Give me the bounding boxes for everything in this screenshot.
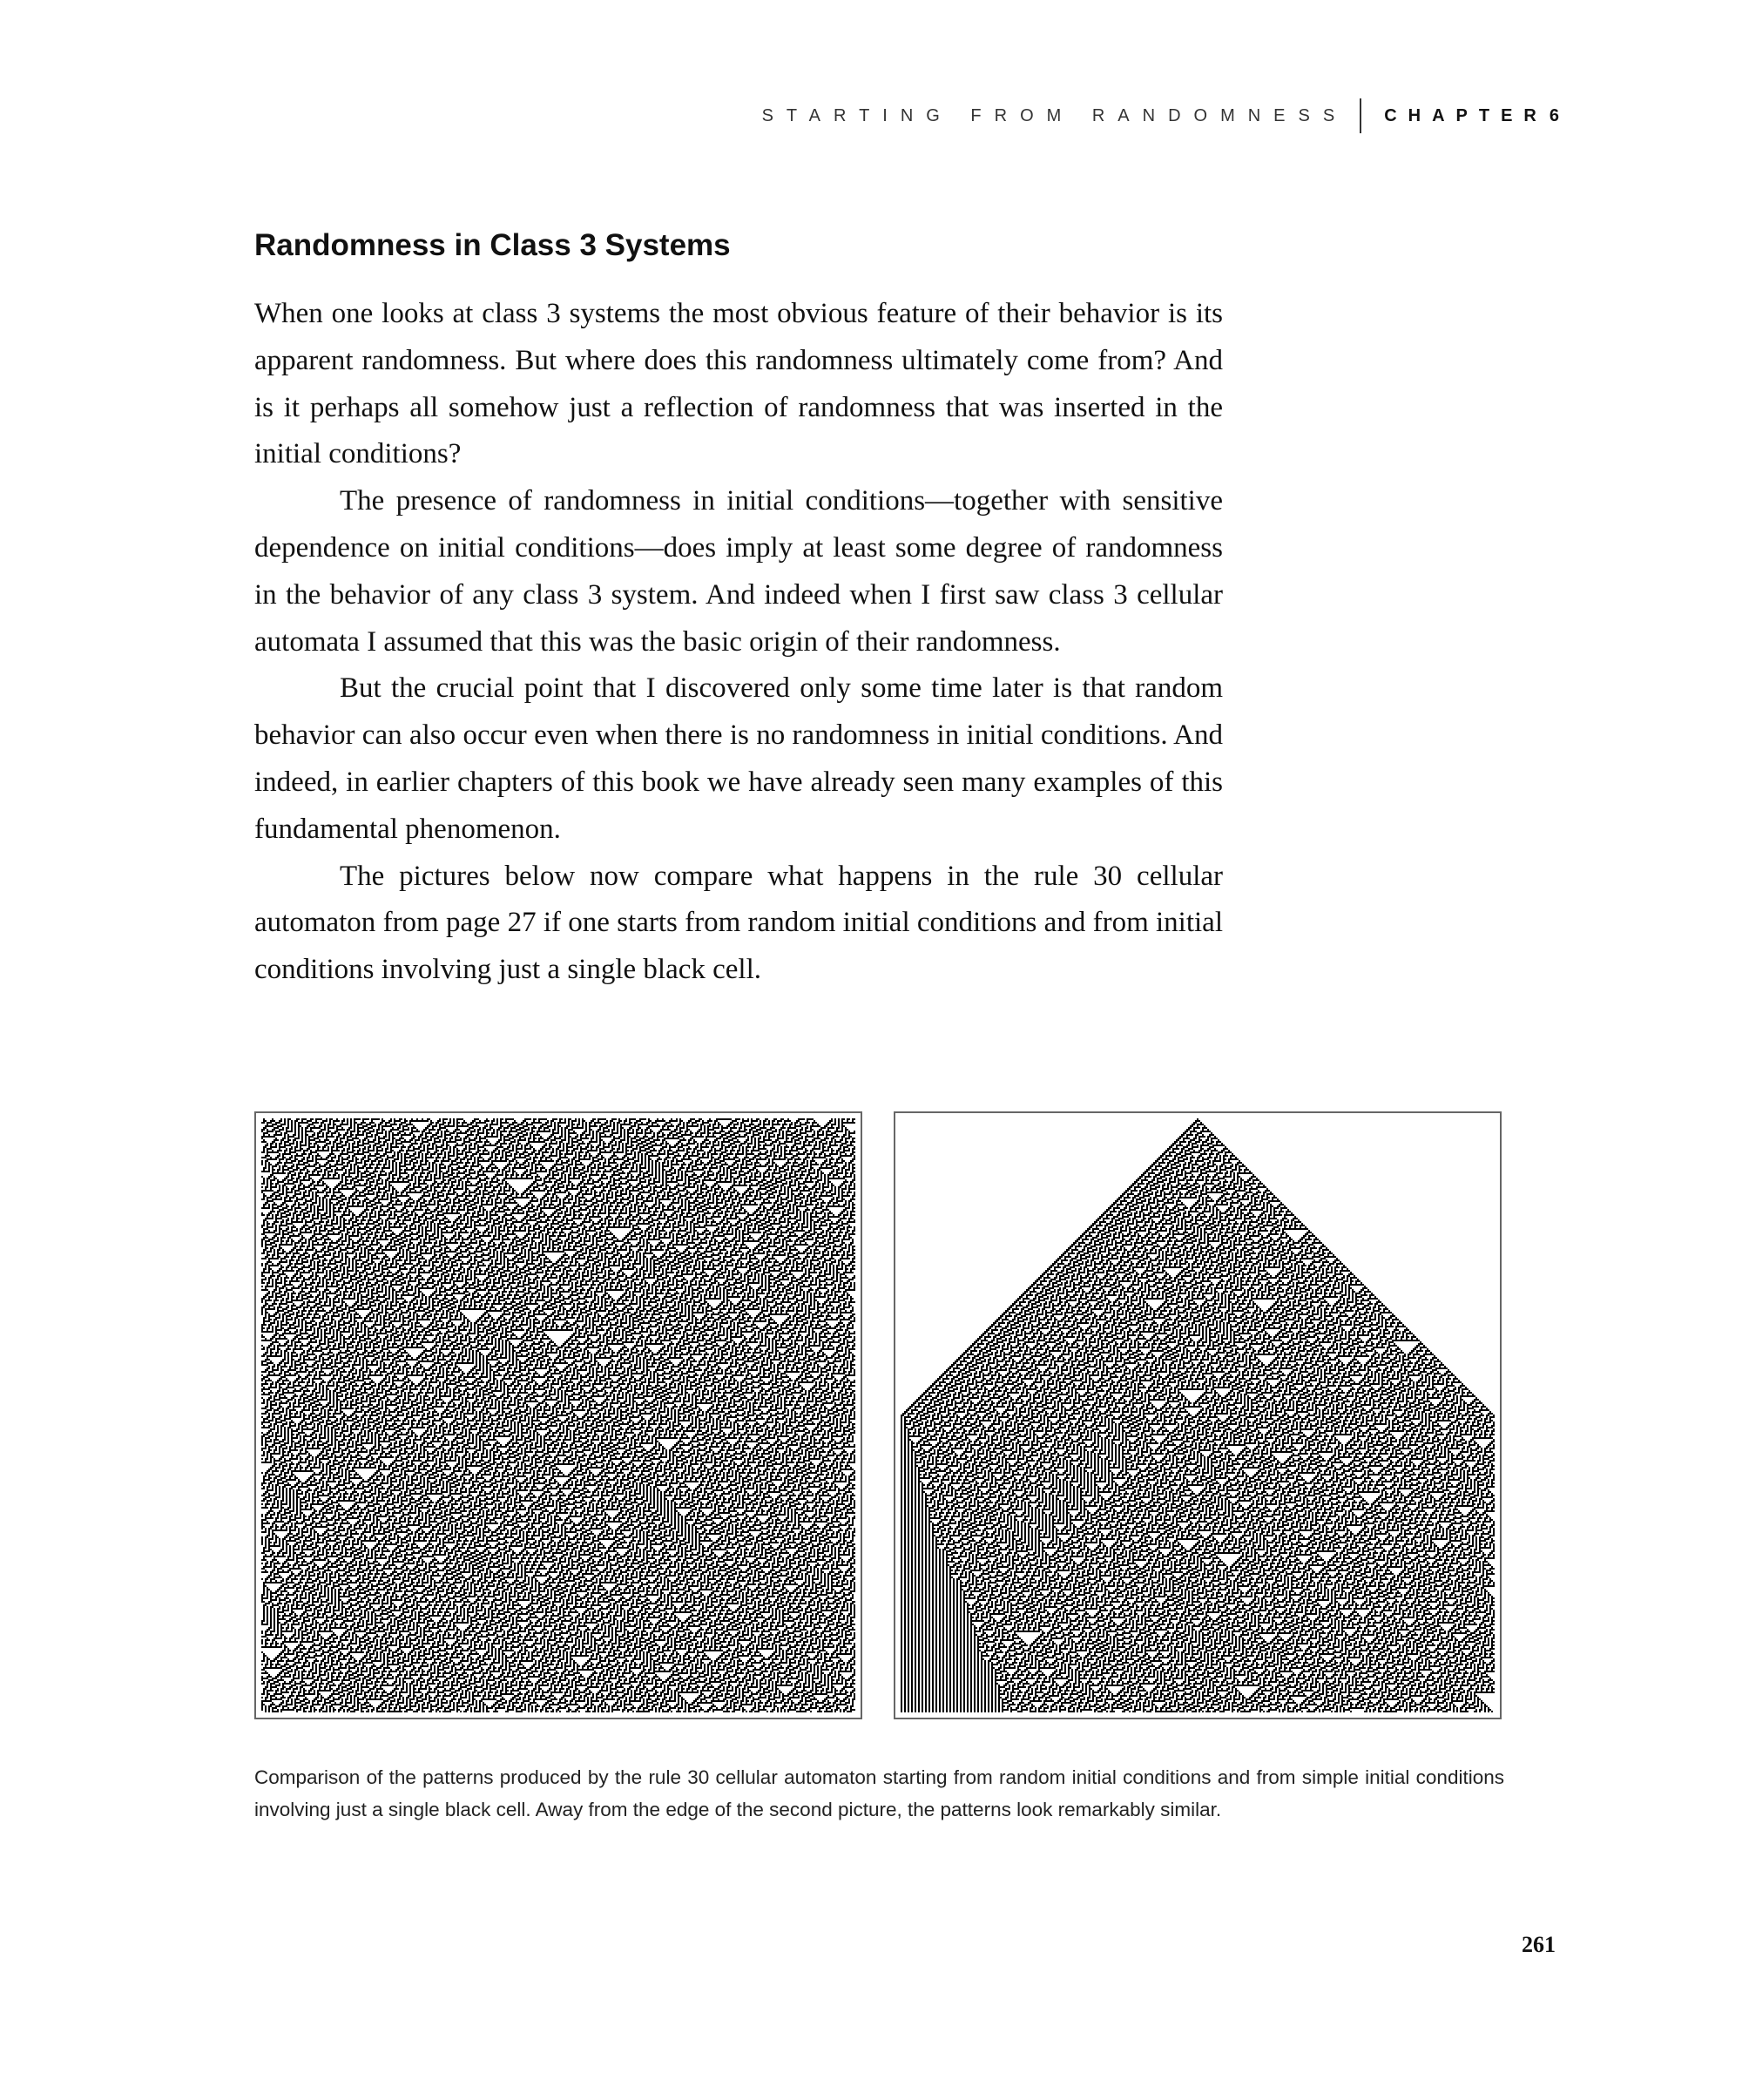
running-header-section: STARTING FROM RANDOMNESS bbox=[761, 105, 1348, 125]
running-header bbox=[762, 98, 1559, 134]
rule30-single-cell-pattern bbox=[901, 1118, 1495, 1712]
paragraph-4: The pictures below now compare what happens in the rule 30 cellular automaton from page 27 if one starts from random initial conditions and from initial conditions involving just a single black cell. bbox=[254, 860, 1223, 986]
paragraph-1: When one looks at class 3 systems the most obvious feature of their behavior is its apparent randomness. But where does this randomness ultimately come from? And is it perhaps all somehow just a reflection of randomness that was inserted in the initial conditions? bbox=[254, 298, 1223, 470]
paragraph-3: But the crucial point that I discovered only some time later is that random behavior can also occur even when there is no randomness in initial conditions. And indeed, in earlier chapters of this book we have already seen many examples of this fundamental phenomenon. bbox=[254, 672, 1223, 845]
running-header-chapter-number: 6 bbox=[1549, 105, 1559, 125]
figure-single-cell-initial-condition bbox=[894, 1111, 1502, 1719]
running-header-chapter: CHAPTER bbox=[1384, 105, 1548, 125]
page-number: 261 bbox=[1522, 1932, 1556, 1957]
figure-caption: Comparison of the patterns produced by the rule 30 cellular automaton starting from random initial conditions and from simple initial conditions involving just a single black cell. Away from the edge of the second picture, the patterns look remarkably similar. bbox=[254, 1766, 1504, 1820]
body-text bbox=[254, 291, 1223, 994]
figure-random-initial-conditions bbox=[254, 1111, 862, 1719]
rule30-random-pattern bbox=[261, 1118, 855, 1712]
running-header-divider bbox=[1360, 98, 1361, 133]
paragraph-2: The presence of randomness in initial conditions—together with sensitive dependence on initial conditions—does imply at least some degree of randomness in the behavior of any class 3 system. And indeed when I first saw class 3 cellular automata I assumed that this was the basic origin of their randomness. bbox=[254, 485, 1223, 658]
section-title: Randomness in Class 3 Systems bbox=[254, 228, 731, 262]
